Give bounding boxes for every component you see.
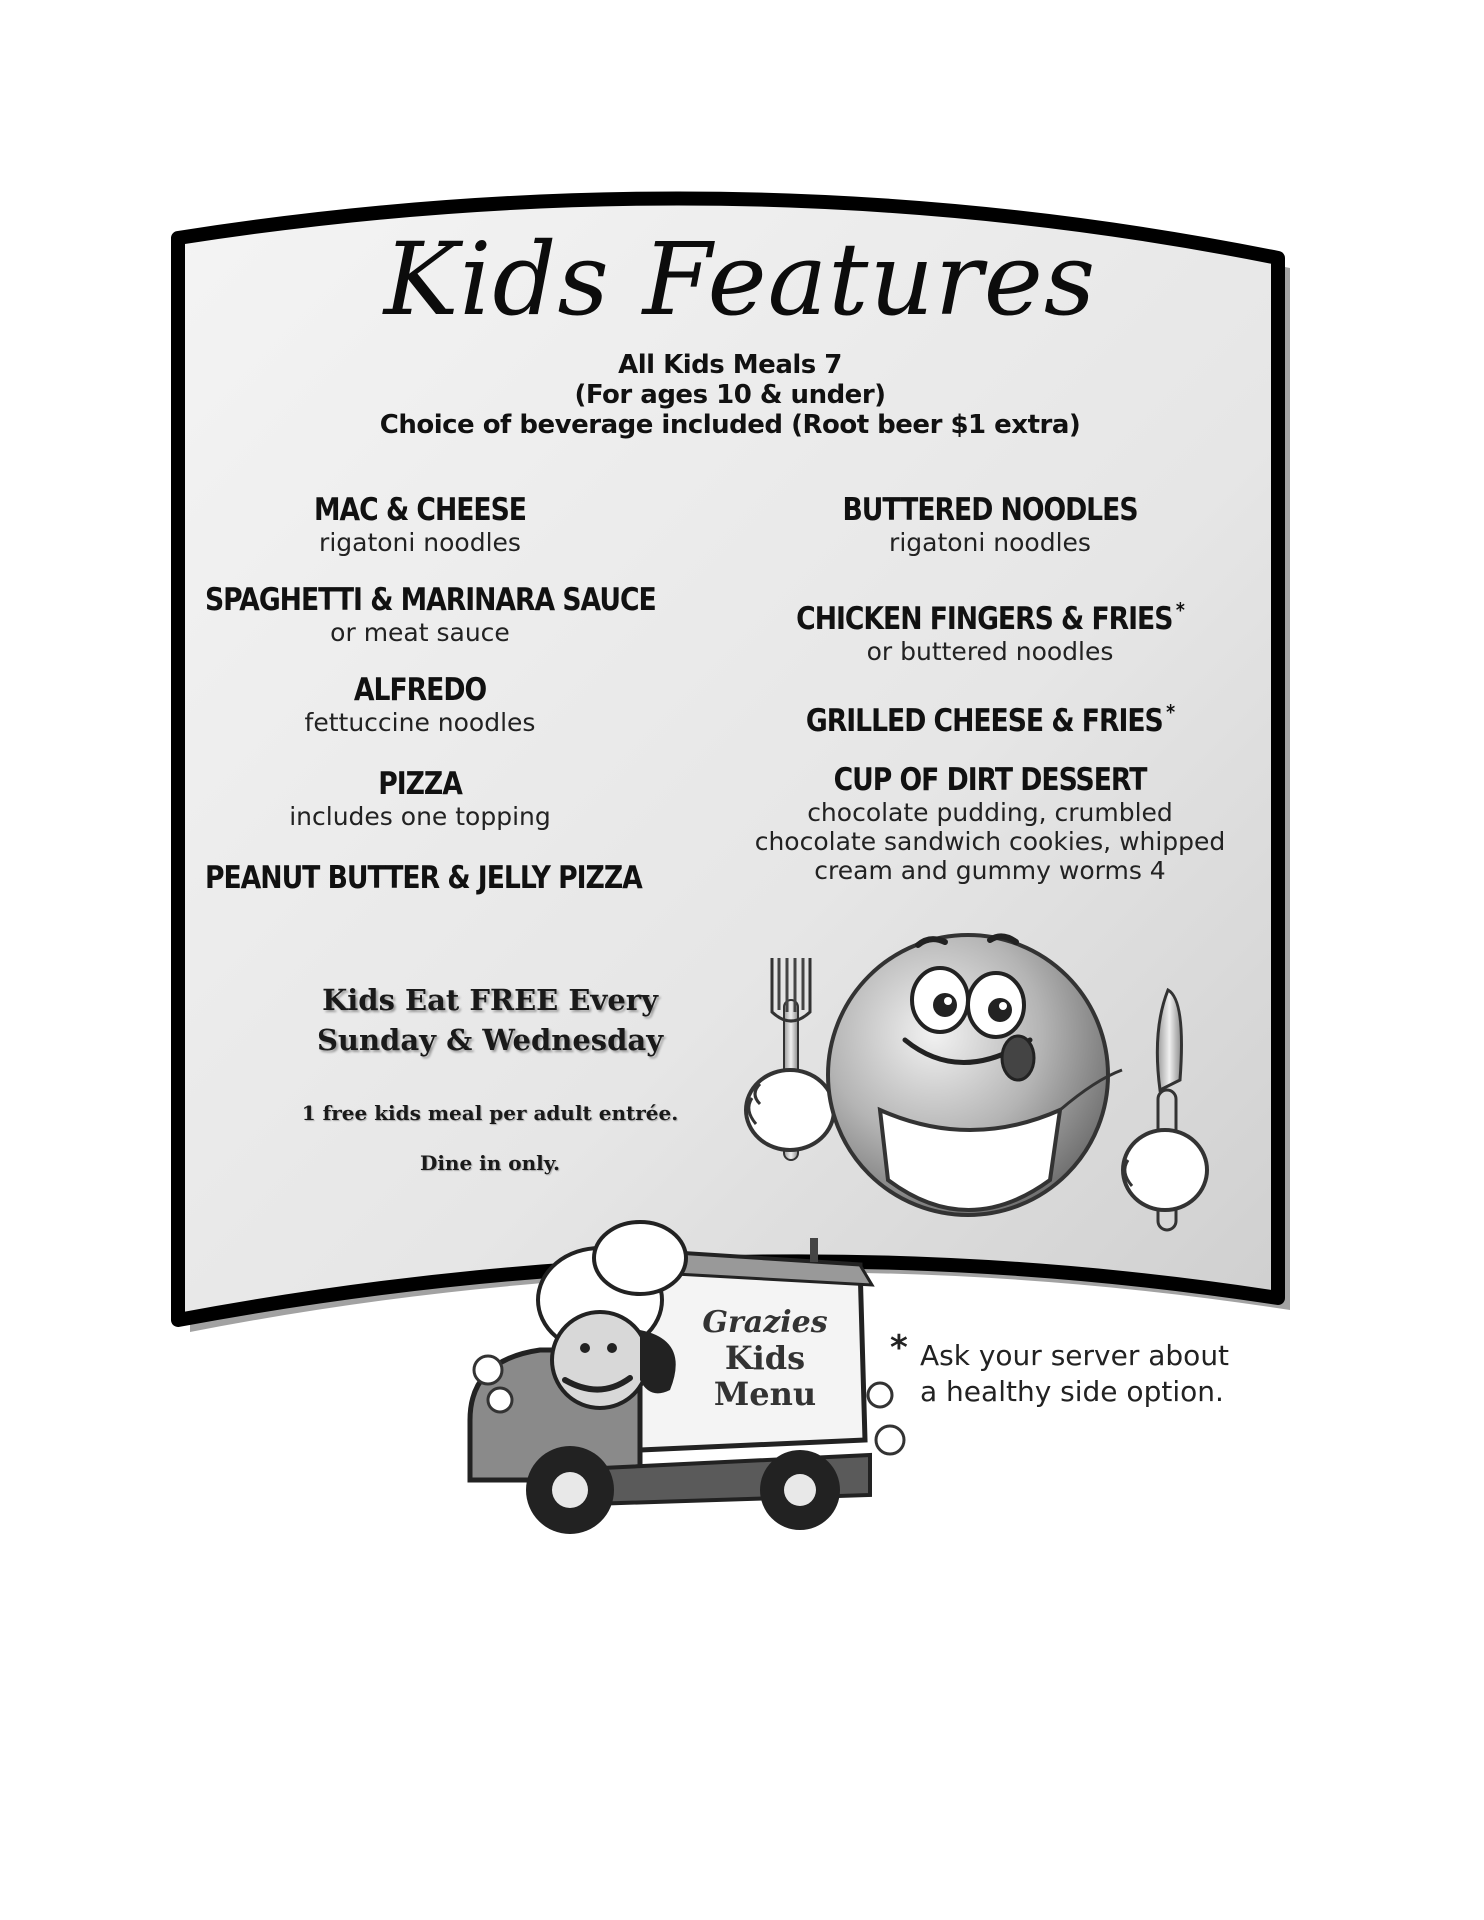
menu-item — [170, 860, 670, 896]
asterisk-marker: * — [890, 1328, 908, 1368]
asterisk-marker: * — [1166, 700, 1175, 724]
item-description: includes one topping — [289, 802, 551, 831]
promo-detail: 1 free kids meal per adult entrée. — [301, 1101, 679, 1125]
promo-headline: Kids Eat FREE Every — [322, 983, 658, 1017]
item-name: BUTTERED NOODLES — [842, 492, 1138, 528]
menu-item — [170, 492, 670, 557]
age-limit: (For ages 10 & under) — [574, 380, 886, 410]
asterisk-marker: * — [1175, 598, 1184, 622]
item-description: chocolate sandwich cookies, whipped — [754, 827, 1226, 856]
item-description: rigatoni noodles — [889, 528, 1091, 557]
item-name: PIZZA — [378, 766, 462, 802]
item-name: CUP OF DIRT DESSERT — [833, 762, 1147, 798]
menu-item — [170, 582, 670, 647]
promo-headline: Sunday & Wednesday — [316, 1023, 664, 1057]
item-name: CHICKEN FINGERS & FRIES — [796, 601, 1173, 637]
footnote — [890, 1328, 1340, 1410]
item-description: cream and gummy worms 4 — [814, 856, 1166, 885]
truck-label: Menu — [713, 1375, 817, 1413]
truck-brand: Grazies — [702, 1305, 828, 1340]
beverage-note: Choice of beverage included (Root beer $1 extra) — [379, 410, 1081, 440]
menu-item — [740, 694, 1240, 739]
footnote-line: Ask your server about — [920, 1339, 1230, 1372]
item-name: SPAGHETTI & MARINARA SAUCE — [205, 582, 656, 618]
truck-label: Kids — [724, 1339, 806, 1377]
menu-item — [170, 672, 670, 737]
menu-item — [170, 766, 670, 831]
menu-item — [740, 492, 1240, 557]
footnote-line: a healthy side option. — [920, 1375, 1224, 1408]
menu-item — [740, 592, 1240, 666]
menu-item — [740, 762, 1240, 885]
item-name: PEANUT BUTTER & JELLY PIZZA — [205, 860, 642, 896]
item-description: or buttered noodles — [866, 637, 1114, 666]
item-name: MAC & CHEESE — [314, 492, 526, 528]
promo-detail: Dine in only. — [419, 1151, 561, 1175]
item-name: ALFREDO — [353, 672, 487, 708]
item-name: GRILLED CHEESE & FRIES — [805, 703, 1163, 739]
item-description: or meat sauce — [330, 618, 510, 647]
meal-price: All Kids Meals 7 — [618, 350, 842, 380]
item-description: fettuccine noodles — [304, 708, 536, 737]
item-description: rigatoni noodles — [319, 528, 521, 557]
page-title: Kids Features — [383, 221, 1097, 338]
item-description: chocolate pudding, crumbled — [807, 798, 1173, 827]
